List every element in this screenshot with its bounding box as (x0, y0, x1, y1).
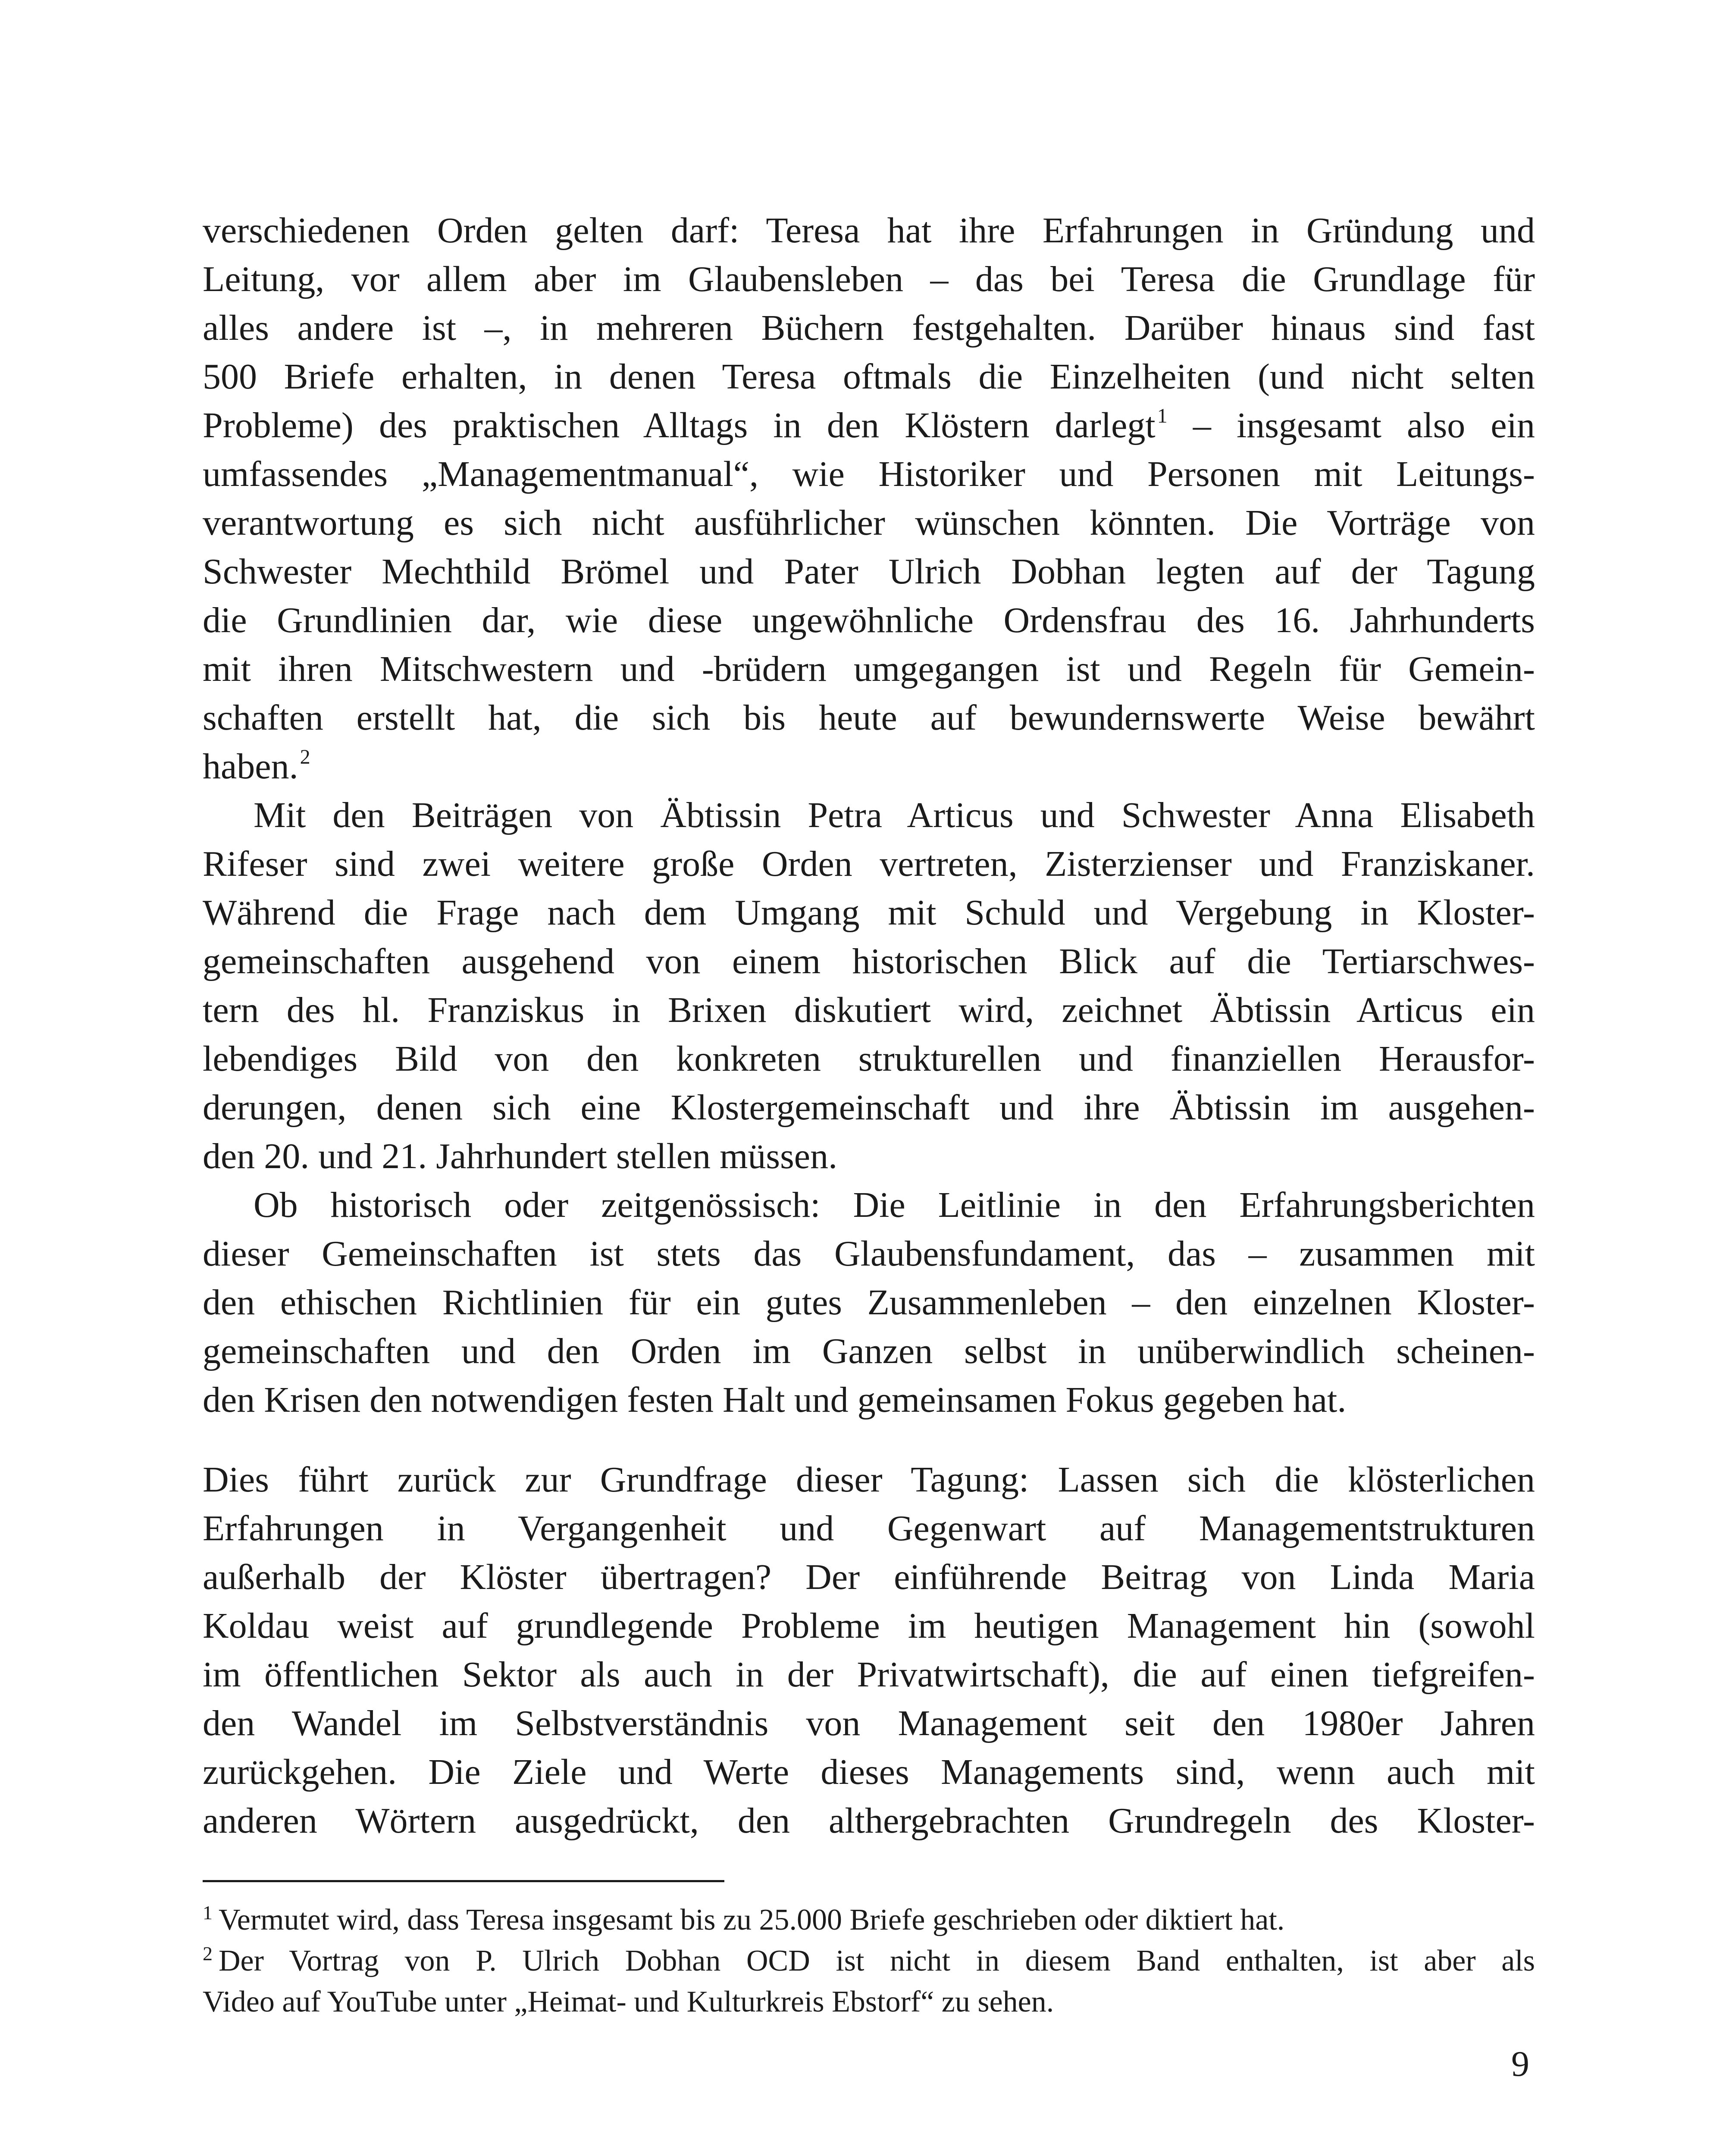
text-line (203, 1699, 1535, 1748)
text-line (203, 1748, 1535, 1796)
text-line-content: Rifeser sind zwei weitere große Orden vertreten, Zisterzienser und Franziskaner. (203, 844, 1535, 884)
text-line (203, 1796, 1535, 1845)
text-line-content: die Grundlinien dar, wie diese ungewöhnliche Ordensfrau des 16. Jahrhunderts (203, 600, 1535, 640)
text-line (203, 1083, 1535, 1132)
text-line (203, 498, 1535, 547)
text-line-content: alles andere ist –, in mehreren Büchern festgehalten. Darüber hinaus sind fast (203, 308, 1535, 348)
text-line (203, 1181, 1535, 1229)
footnote-number: 1 (203, 1902, 213, 1924)
footnote-text: Vermutet wird, dass Teresa insgesamt bis zu 25.000 Briefe geschrieben oder diktiert hat. (219, 1903, 1285, 1937)
text-line-content: gemeinschaften ausgehend von einem historischen Blick auf die Tertiarschwes- (203, 941, 1535, 981)
text-line-content: haben. (203, 746, 298, 787)
text-line-content: außerhalb der Klöster übertragen? Der einführende Beitrag von Linda Maria (203, 1557, 1535, 1597)
text-line-content: tern des hl. Franziskus in Brixen diskutiert wird, zeichnet Äbtissin Articus ein (203, 990, 1535, 1030)
text-line (203, 645, 1535, 693)
text-line (203, 1327, 1535, 1376)
text-line (203, 596, 1535, 645)
footnotes (203, 1899, 1535, 2022)
text-line-content: schaften erstellt hat, die sich bis heute auf bewundernswerte Weise bewährt (203, 698, 1535, 738)
footnote-text: Video auf YouTube unter „Heimat- und Kulturkreis Ebstorf“ zu sehen. (203, 1985, 1054, 2018)
text-line (203, 1601, 1535, 1650)
text-line-content: mit ihren Mitschwestern und -brüdern umgegangen ist und Regeln für Gemein- (203, 649, 1535, 689)
text-line-content: Schwester Mechthild Brömel und Pater Ulrich Dobhan legten auf der Tagung (203, 552, 1535, 592)
text-line (203, 693, 1535, 742)
footnote-text: Der Vortrag von P. Ulrich Dobhan OCD ist nicht in diesem Band enthalten, ist aber als (219, 1944, 1535, 1977)
text-line-content: zurückgehen. Die Ziele und Werte dieses Managements sind, wenn auch mit (203, 1752, 1535, 1792)
text-line-content: verschiedenen Orden gelten darf: Teresa hat ihre Erfahrungen in Gründung und (203, 210, 1535, 251)
text-line-continuation: – insgesamt also ein (1167, 405, 1535, 445)
text-line (203, 840, 1535, 888)
text-line-content: dieser Gemeinschaften ist stets das Glaubensfundament, das – zusammen mit (203, 1234, 1535, 1274)
text-line (203, 401, 1535, 450)
text-line (203, 1553, 1535, 1601)
text-line-content: Leitung, vor allem aber im Glaubensleben – das bei Teresa die Grundlage für (203, 259, 1535, 299)
text-line-content: Koldau weist auf grundlegende Probleme im heutigen Management hin (sowohl (203, 1606, 1535, 1646)
text-line-content: den ethischen Richtlinien für ein gutes Zusammenleben – den einzelnen Kloster- (203, 1282, 1535, 1322)
text-line (203, 304, 1535, 352)
text-line (203, 1229, 1535, 1278)
text-line (203, 937, 1535, 986)
text-line (203, 791, 1535, 840)
text-line-content: Probleme) des praktischen Alltags in den Klöstern darlegt (203, 405, 1156, 445)
text-line-content: umfassendes „Managementmanual“, wie Historiker und Personen mit Leitungs- (203, 454, 1535, 494)
text-line-content: Während die Frage nach dem Umgang mit Schuld und Vergebung in Kloster- (203, 893, 1535, 933)
footnote-line (203, 1940, 1535, 1981)
text-line (203, 1504, 1535, 1553)
footnote-separator-rule (203, 1880, 724, 1882)
text-line (203, 352, 1535, 401)
footnote-reference-marker: 1 (1157, 404, 1168, 427)
text-line-content: derungen, denen sich eine Klostergemeinschaft und ihre Äbtissin im ausgehen- (203, 1087, 1535, 1128)
text-line-content: Mit den Beiträgen von Äbtissin Petra Articus und Schwester Anna Elisabeth (254, 795, 1535, 835)
text-line (203, 1650, 1535, 1699)
text-line (203, 206, 1535, 255)
text-line (203, 1455, 1535, 1504)
main-text-block (203, 206, 1535, 1424)
text-line (203, 547, 1535, 596)
text-line (203, 1278, 1535, 1327)
footnote-line (203, 1981, 1535, 2022)
text-line-content: gemeinschaften und den Orden im Ganzen selbst in unüberwindlich scheinen- (203, 1331, 1535, 1371)
text-line-content: verantwortung es sich nicht ausführlicher wünschen könnten. Die Vorträge von (203, 503, 1535, 543)
text-line (203, 742, 1535, 791)
text-line (203, 1376, 1535, 1424)
text-line-content: lebendiges Bild von den konkreten strukturellen und finanziellen Herausfor- (203, 1039, 1535, 1079)
text-line-content: Dies führt zurück zur Grundfrage dieser Tagung: Lassen sich die klösterlichen (203, 1460, 1535, 1500)
text-line (203, 450, 1535, 498)
text-line (203, 1034, 1535, 1083)
text-line (203, 1132, 1535, 1181)
text-line-content: den Krisen den notwendigen festen Halt und gemeinsamen Fokus gegeben hat. (203, 1380, 1347, 1420)
footnote-number: 2 (203, 1943, 213, 1965)
page-number: 9 (1511, 2044, 1529, 2084)
text-line (203, 255, 1535, 304)
footnote-reference-marker: 2 (300, 746, 310, 768)
text-line (203, 986, 1535, 1034)
text-line-content: anderen Wörtern ausgedrückt, den althergebrachten Grundregeln des Kloster- (203, 1801, 1535, 1841)
text-line-content: den 20. und 21. Jahrhundert stellen müssen. (203, 1136, 838, 1176)
text-line-content: Erfahrungen in Vergangenheit und Gegenwart auf Managementstrukturen (203, 1508, 1535, 1548)
main-text-block-continued (203, 1455, 1535, 1845)
text-line-content: Ob historisch oder zeitgenössisch: Die Leitlinie in den Erfahrungsberichten (254, 1185, 1535, 1225)
text-line (203, 888, 1535, 937)
text-line-content: im öffentlichen Sektor als auch in der Privatwirtschaft), die auf einen tiefgreifen- (203, 1655, 1535, 1695)
text-line-content: 500 Briefe erhalten, in denen Teresa oftmals die Einzelheiten (und nicht selten (203, 357, 1535, 397)
text-line-content: den Wandel im Selbstverständnis von Management seit den 1980er Jahren (203, 1703, 1535, 1743)
footnote-line (203, 1899, 1535, 1940)
